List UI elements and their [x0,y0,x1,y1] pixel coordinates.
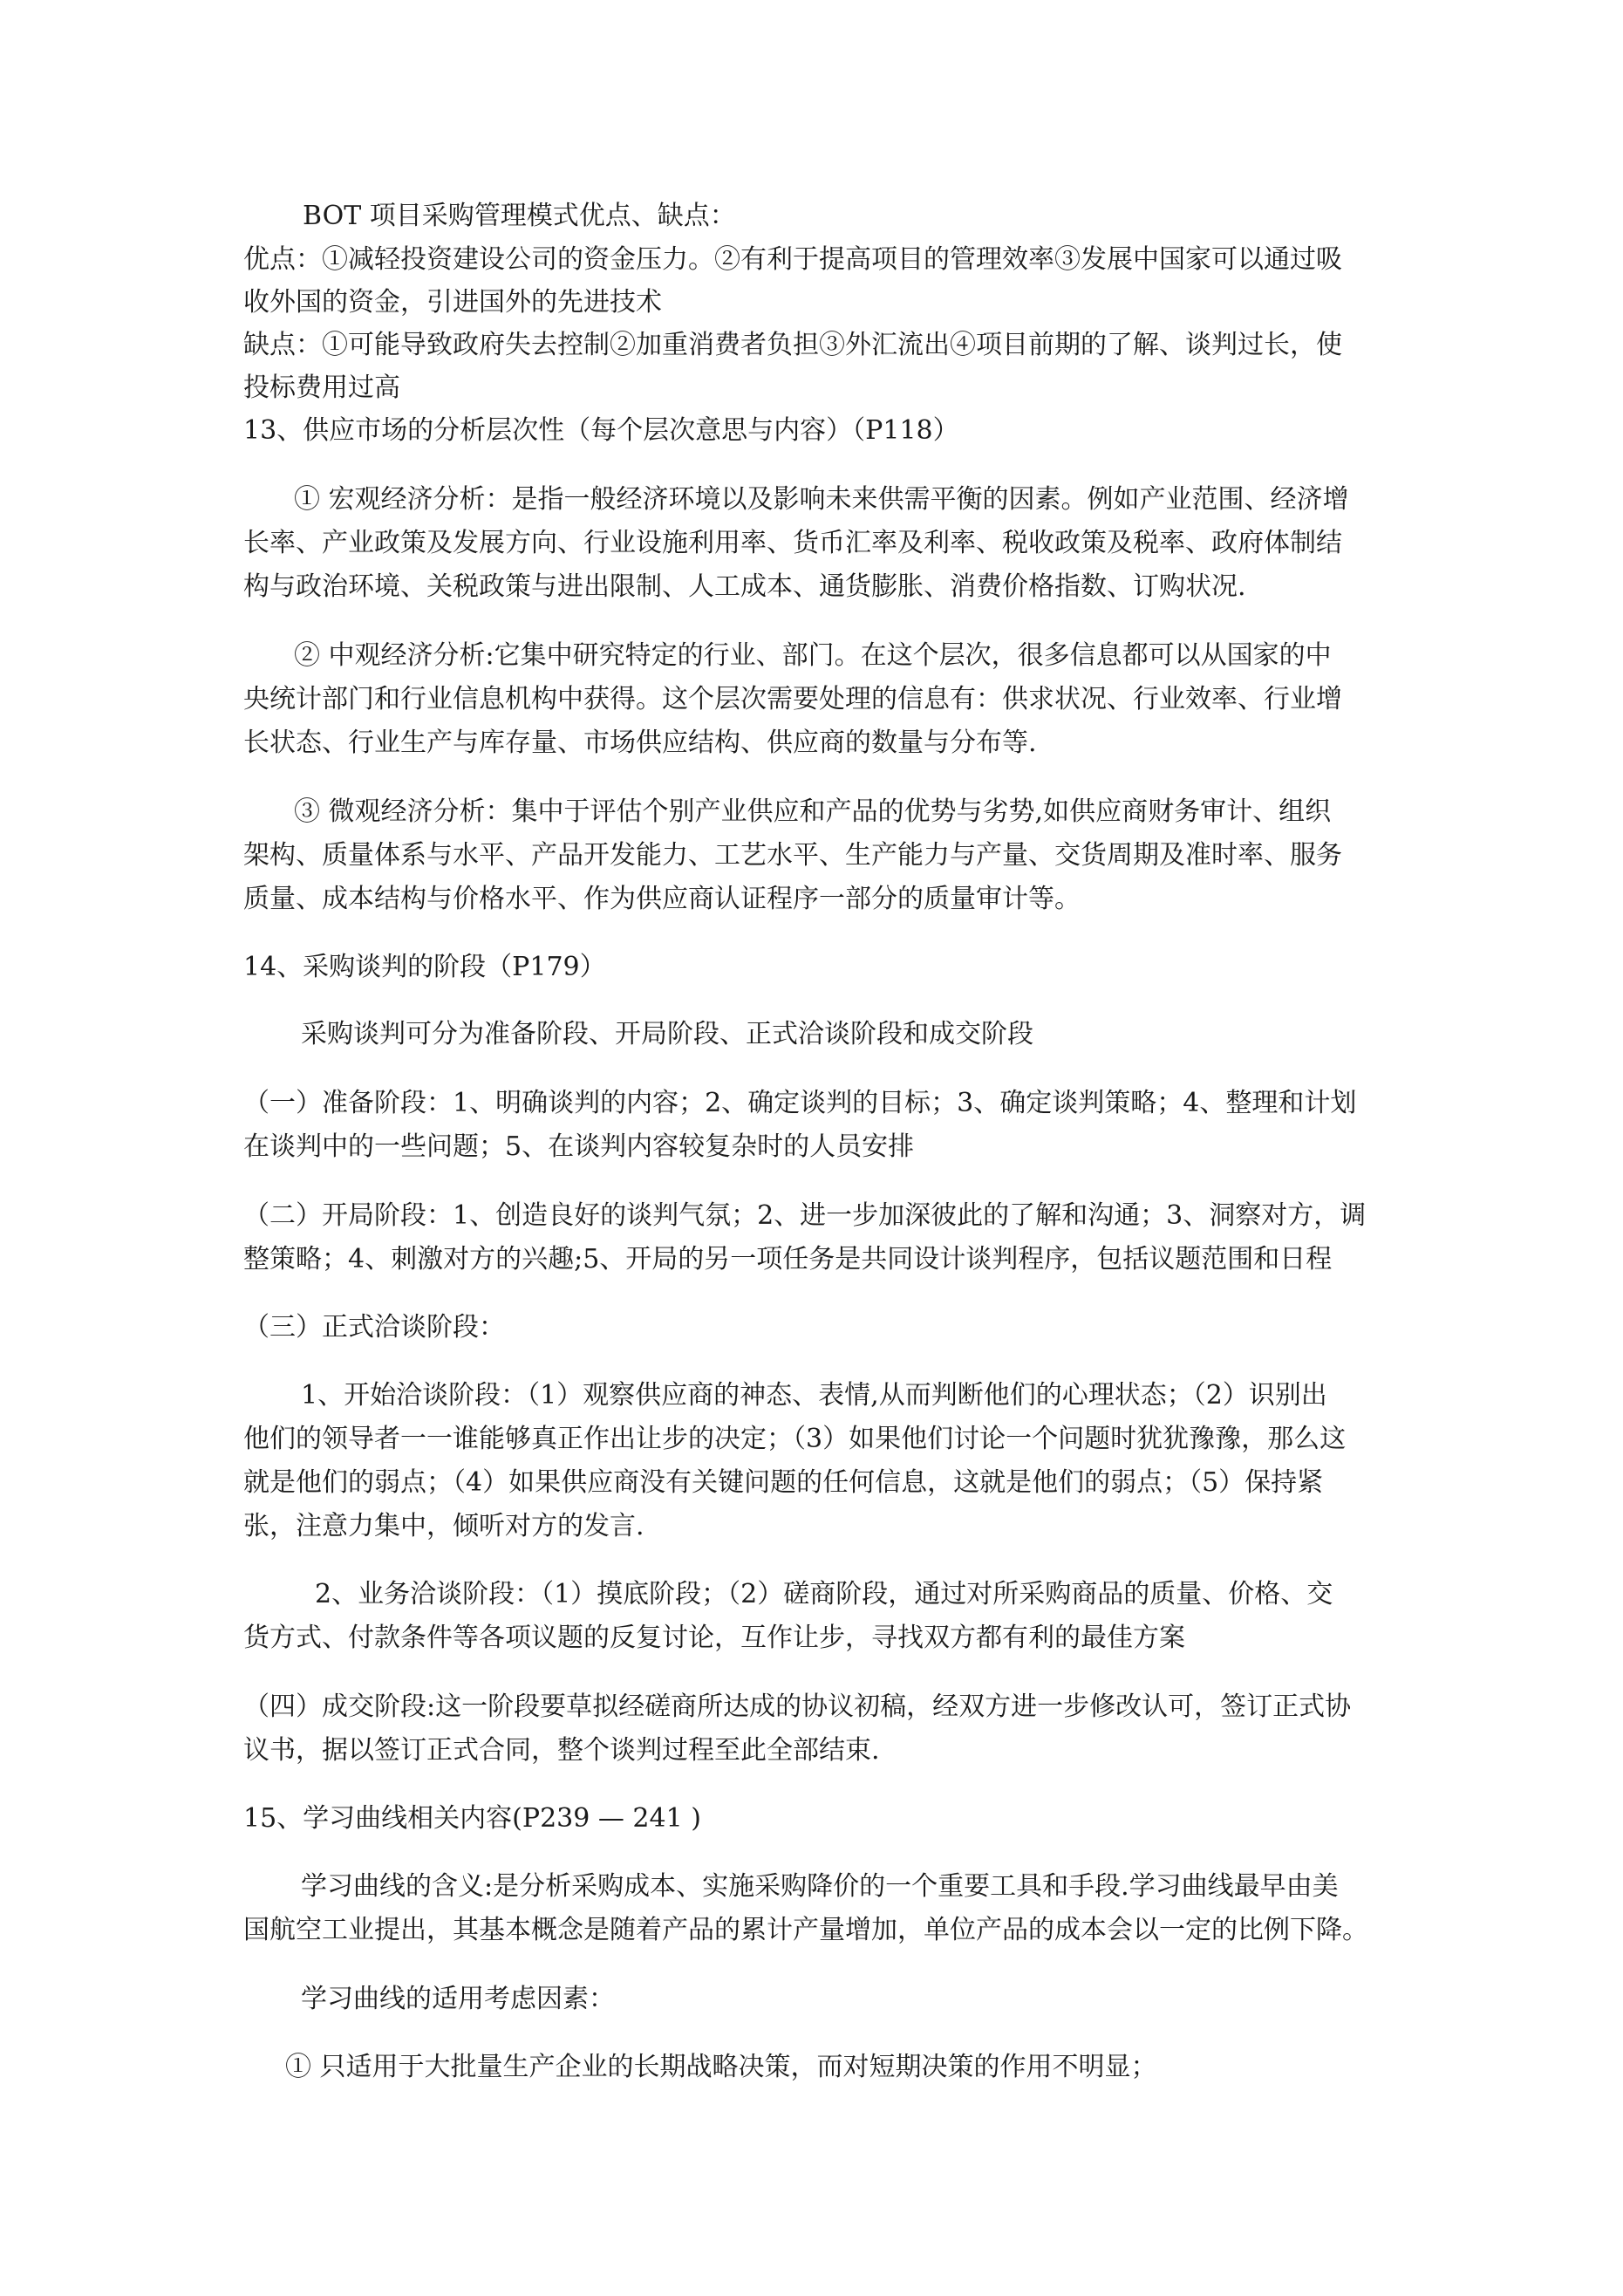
s13-micro-line-1: ③ 微观经济分析：集中于评估个别产业供应和产品的优势与劣势,如供应商财务审计、组织 [294,796,1332,827]
s13-macro-line-1: ① 宏观经济分析：是指一般经济环境以及影响未来供需平衡的因素。例如产业范围、经济增 [294,484,1349,515]
bot-advantages-line-1: 优点：①减轻投资建设公司的资金压力。②有利于提高项目的管理效率③发展中国家可以通过吸 [243,244,1342,275]
s14-prep-line-1: （一）准备阶段：1、明确谈判的内容；2、确定谈判的目标；3、确定谈判策略；4、整理和计划 [243,1088,1357,1118]
s14-formal-start-line-4: 张，注意力集中，倾听对方的发言. [243,1511,644,1541]
s14-formal-business-line-2: 货方式、付款条件等各项议题的反复讨论，互作让步，寻找双方都有利的最佳方案 [243,1623,1185,1653]
s15-meaning-line-1: 学习曲线的含义:是分析采购成本、实施采购降价的一个重要工具和手段.学习曲线最早由美 [301,1871,1339,1902]
bot-heading: BOT 项目采购管理模式优点、缺点： [303,201,736,231]
section-14-title: 14、采购谈判的阶段（P179） [243,952,606,982]
s14-prep-line-2: 在谈判中的一些问题；5、在谈判内容较复杂时的人员安排 [243,1131,915,1162]
s14-open-line-1: （二）开局阶段：1、创造良好的谈判气氛；2、进一步加深彼此的了解和沟通；3、洞察对方，调 [243,1200,1367,1231]
s14-formal-start-line-3: 就是他们的弱点；（4）如果供应商没有关键问题的任何信息，这就是他们的弱点；（5）保持紧 [243,1467,1324,1498]
s14-close-line-1: （四）成交阶段:这一阶段要草拟经磋商所达成的协议初稿，经双方进一步修改认可，签订正式协 [243,1691,1352,1722]
bot-disadvantages-line-2: 投标费用过高 [243,372,400,403]
s13-macro-line-2: 长率、产业政策及发展方向、行业设施利用率、货币汇率及利率、税收政策及税率、政府体制结 [243,528,1342,558]
s15-meaning-line-2: 国航空工业提出，其基本概念是随着产品的累计产量增加，单位产品的成本会以一定的比例下降。 [243,1915,1368,1945]
s14-close-line-2: 议书，据以签订正式合同，整个谈判过程至此全部结束. [243,1735,880,1766]
s14-formal-heading: （三）正式洽谈阶段： [243,1312,505,1343]
s13-meso-line-1: ② 中观经济分析:它集中研究特定的行业、部门。在这个层次，很多信息都可以从国家的中 [294,640,1332,671]
bot-advantages-line-2: 收外国的资金，引进国外的先进技术 [243,287,662,318]
s13-meso-line-3: 长状态、行业生产与库存量、市场供应结构、供应商的数量与分布等. [243,728,1037,758]
s14-formal-business-line-1: 2、业务洽谈阶段：（1）摸底阶段；（2）磋商阶段，通过对所采购商品的质量、价格、交 [315,1579,1333,1609]
section-15-title: 15、学习曲线相关内容(P239 — 241 ) [243,1803,701,1834]
s13-meso-line-2: 央统计部门和行业信息机构中获得。这个层次需要处理的信息有：供求状况、行业效率、行业增 [243,684,1342,714]
bot-disadvantages-line-1: 缺点：①可能导致政府失去控制②加重消费者负担③外汇流出④项目前期的了解、谈判过长，使 [243,330,1342,360]
s13-micro-line-2: 架构、质量体系与水平、产品开发能力、工艺水平、生产能力与产量、交货周期及准时率、服务 [243,840,1342,871]
s15-factor-1: ① 只适用于大批量生产企业的长期战略决策，而对短期决策的作用不明显； [285,2052,1157,2082]
s13-macro-line-3: 构与政治环境、关税政策与进出限制、人工成本、通货膨胀、消费价格指数、订购状况. [243,571,1246,602]
s15-factors-heading: 学习曲线的适用考虑因素： [301,1984,615,2014]
s14-formal-start-line-1: 1、开始洽谈阶段：（1）观察供应商的神态、表情,从而判断他们的心理状态；（2）识别出 [301,1380,1327,1411]
s14-formal-start-line-2: 他们的领导者一一谁能够真正作出让步的决定；（3）如果他们讨论一个问题时犹犹豫豫，那么这 [243,1424,1347,1454]
s14-intro: 采购谈判可分为准备阶段、开局阶段、正式洽谈阶段和成交阶段 [301,1019,1033,1049]
section-13-title: 13、供应市场的分析层次性（每个层次意思与内容）（P118） [243,415,959,446]
s14-open-line-2: 整策略；4、刺激对方的兴趣;5、开局的另一项任务是共同设计谈判程序，包括议题范围和日程 [243,1244,1333,1274]
s13-micro-line-3: 质量、成本结构与价格水平、作为供应商认证程序一部分的质量审计等。 [243,884,1081,914]
